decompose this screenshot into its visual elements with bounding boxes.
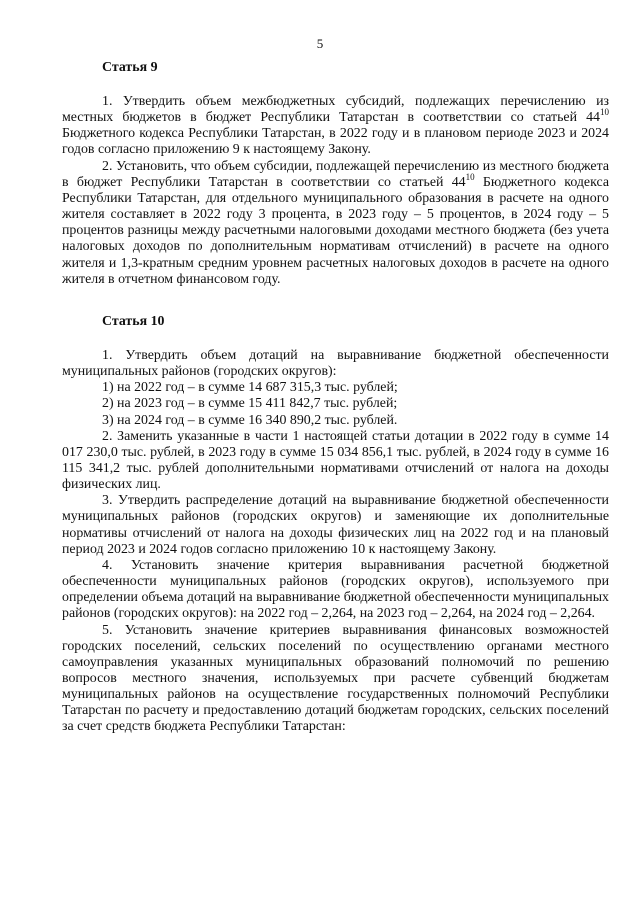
article-heading-9: Статья 9: [102, 60, 158, 75]
document-body: [62, 58, 609, 736]
superscript-10: 10: [600, 107, 609, 118]
article-10-list-item-1: 1) на 2022 год – в сумме 14 687 315,3 тыс. рублей;: [102, 380, 398, 396]
article-9-paragraph-1: 1. Утвердить объем межбюджетных субсидий, подлежащих перечислению из местных бюджетов в бюджет Республики Татарстан в соответствии со статьей $44^{10}$ Бюджетного кодекса Республики Татарстан, в 2022 году и в плановом периоде 2023 и 2024 годов согласно приложению 9 к настоящему Закону.: [62, 94, 609, 158]
article-10-paragraph-4: 4. Установить значение критерия выравнивания расчетной бюджетной обеспеченности муниципальных районов (городских округов), используемого при определении объема дотаций на выравнивание бюджетной обеспеченности муниципальных районов (городских округов): на 2022 год – 2,264, на 2023 год – 2,264, на 2024 год – 2,264.: [62, 557, 609, 622]
superscript-10: 10: [465, 171, 475, 182]
article-10-paragraph-2: 2. Заменить указанные в части 1 настоящей статьи дотации в 2022 году в сумме 14 017 230,0 тыс. рублей, в 2023 году в сумме 15 034 856,1 тыс. рублей, в 2024 году в сумме 16 115 341,2 тыс. рублей дополнительными нормативами отчислений от налога на доходы физических лиц.: [62, 428, 609, 493]
article-10-list-item-2: 2) на 2023 год – в сумме 15 411 842,7 тыс. рублей;: [102, 396, 398, 412]
article-heading-10: Статья 10: [102, 313, 165, 329]
article-10-paragraph-3: 3. Утвердить распределение дотаций на выравнивание бюджетной обеспеченности муниципальных районов (городских округов) и заменяющие их дополнительные нормативы отчислений от налога на доходы физических лиц на 2022 год и на плановый период 2023 и 2024 годов согласно приложению 10 к настоящему Закону.: [62, 493, 609, 557]
article-9-paragraph-2: 2. Установить, что объем субсидии, подлежащей перечислению из местного бюджета в бюджет Республики Татарстан в соответствии со статьей $44^{10}$ Бюджетного кодекса Республики Татарстан, для отдельного муниципального образования в расчете на одного жителя составляет в 2022 году 3 процента, в 2023 году – 5 процентов, в 2024 году – 5 процентов разницы между расчетными налоговыми доходами местного бюджета (без учета налоговых доходов по дополнительным нормативам отчислений) в расчете на одного жителя и 1,3-кратным средним уровнем расчетных налоговых доходов в расчете на одного жителя в отчетном финансовом году.: [62, 158, 609, 287]
page-number: 5: [316, 36, 324, 51]
article-10-list-item-3: 3) на 2024 год – в сумме 16 340 890,2 тыс. рублей.: [102, 412, 398, 428]
article-10-paragraph-1: 1. Утвердить объем дотаций на выравнивание бюджетной обеспеченности муниципальных районов (городских округов):: [62, 347, 609, 380]
article-10-paragraph-5: 5. Установить значение критериев выравнивания финансовых возможностей городских поселений, сельских поселений по осуществлению органами местного самоуправления указанных муниципальных образований полномочий по решению вопросов местного значения, используемых при расчете субвенций бюджетам муниципальных районов на осуществление государственных полномочий Республики Татарстан по расчету и предоставлению дотаций бюджетам городских, сельских поселений за счет средств бюджета Республики Татарстан:: [62, 622, 609, 735]
